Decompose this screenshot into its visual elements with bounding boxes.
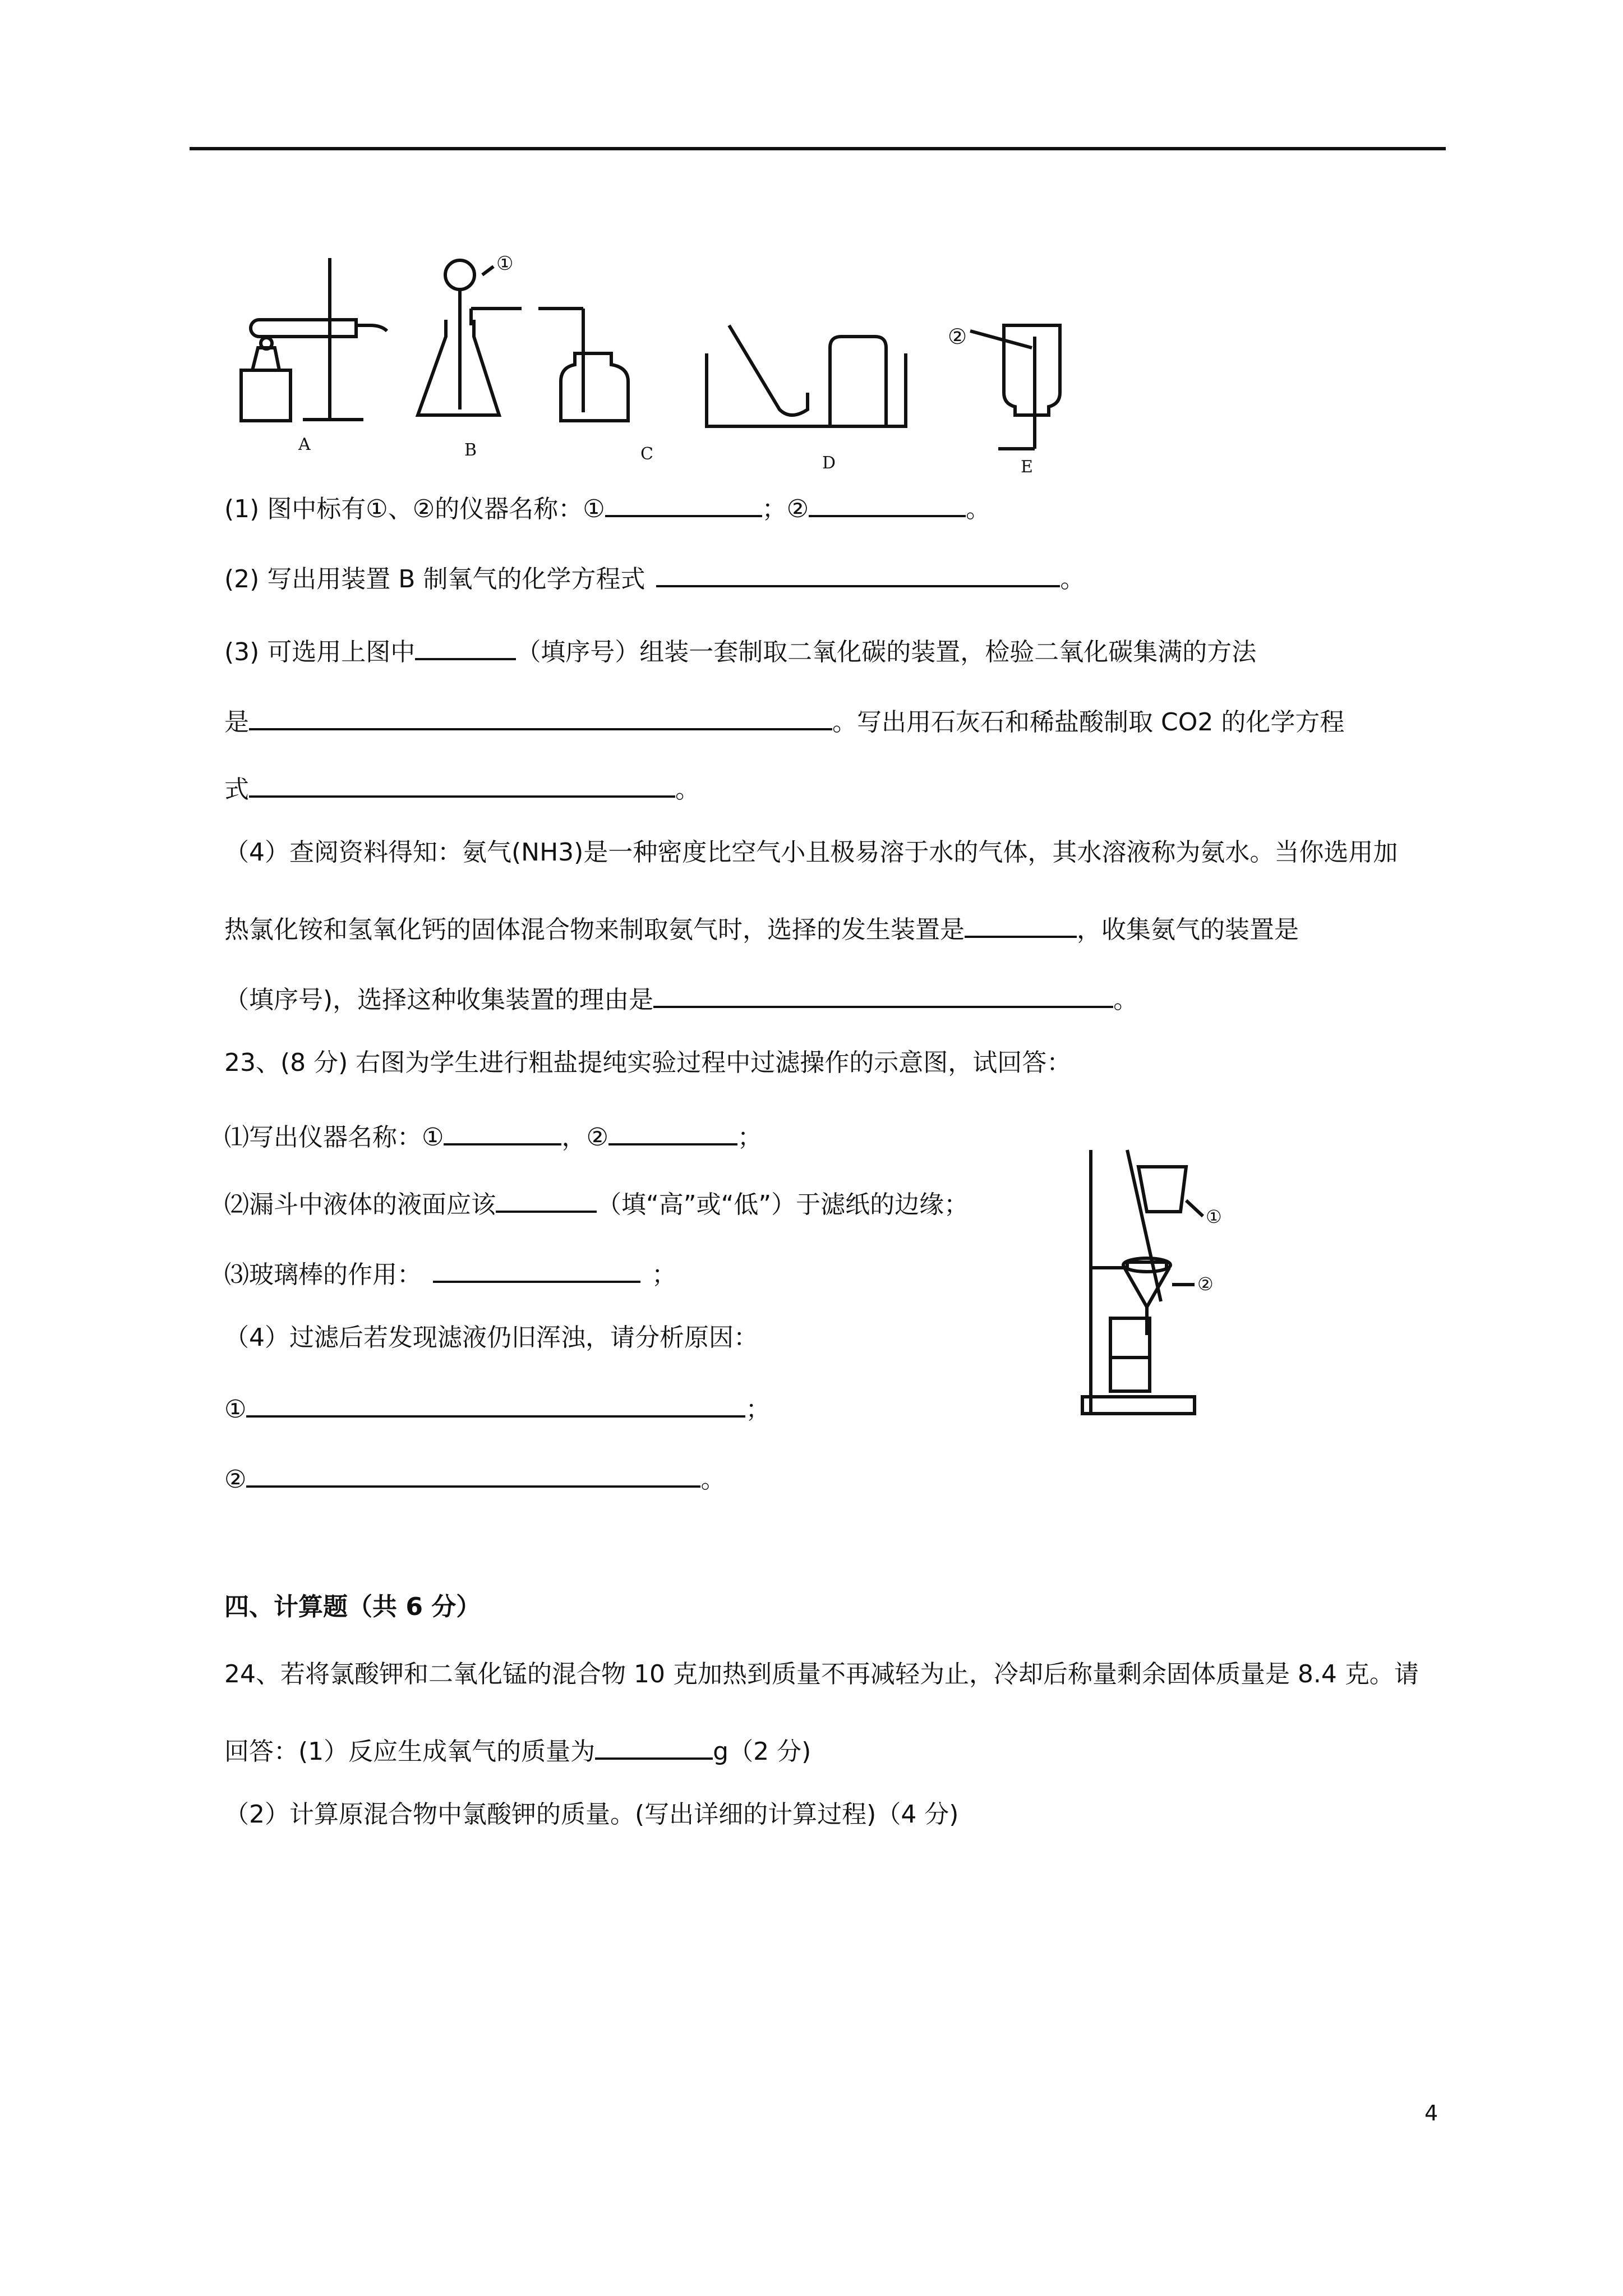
q24-line2: 回答：(1）反应生成氧气的质量为 g（2 分)	[224, 1731, 811, 1769]
apparatus-label-e: E	[1021, 457, 1033, 477]
answer-blank[interactable]	[496, 1184, 597, 1213]
filtration-drawing	[1066, 1133, 1267, 1425]
marker-one: ①	[496, 252, 514, 275]
q23-part1: ⑴写出仪器名称：① ，② ；	[224, 1116, 762, 1154]
q22-part2: (2) 写出用装置 B 制氧气的化学方程式 。	[224, 558, 1085, 596]
answer-blank[interactable]	[809, 488, 966, 517]
q24-line3: （2）计算原混合物中氯酸钾的质量。(写出详细的计算过程)（4 分)	[224, 1800, 959, 1829]
answer-blank[interactable]	[608, 1116, 737, 1145]
answer-blank[interactable]	[246, 1388, 745, 1418]
header-rule	[190, 147, 1446, 150]
marker-two: ②	[1197, 1273, 1214, 1295]
q22-part4-line3: （填序号)，选择这种收集装置的理由是 。	[224, 979, 1138, 1017]
apparatus-figure	[224, 241, 1122, 477]
filtration-figure	[1066, 1133, 1267, 1425]
answer-blank[interactable]	[656, 558, 1060, 587]
apparatus-label-c: C	[640, 444, 653, 464]
q22-part3-line3: 式 。	[224, 769, 700, 807]
q23-title: 23、(8 分) 右图为学生进行粗盐提纯实验过程中过滤操作的示意图，试回答：	[224, 1048, 1072, 1077]
answer-blank[interactable]	[415, 631, 516, 660]
q22-part3-line2: 是 。写出用石灰石和稀盐酸制取 CO2 的化学方程	[224, 701, 1344, 739]
answer-blank[interactable]	[965, 909, 1077, 938]
q22-part4-line2: 热氯化铵和氢氧化钙的固体混合物来制取氨气时，选择的发生装置是 ，收集氨气的装置是	[224, 909, 1299, 947]
q22-part3: (3) 可选用上图中 （填序号）组装一套制取二氧化碳的装置，检验二氧化碳集满的方法	[224, 631, 1256, 669]
answer-blank[interactable]	[605, 488, 762, 517]
apparatus-label-a: A	[298, 435, 311, 454]
q22-part1: (1) 图中标有①、②的仪器名称：① ；② 。	[224, 488, 990, 526]
answer-blank[interactable]	[249, 769, 675, 798]
answer-blank[interactable]	[249, 701, 832, 730]
q23-reason2: ② 。	[224, 1458, 725, 1497]
answer-blank[interactable]	[595, 1731, 713, 1760]
apparatus-drawing	[224, 241, 1122, 477]
answer-blank[interactable]	[653, 979, 1113, 1008]
q23-part2: ⑵漏斗中液体的液面应该 （填“高”或“低”）于滤纸的边缘；	[224, 1184, 969, 1222]
apparatus-label-b: B	[464, 440, 477, 460]
answer-blank[interactable]	[444, 1116, 561, 1145]
answer-blank[interactable]	[433, 1254, 640, 1283]
q24-line1: 24、若将氯酸钾和二氧化锰的混合物 10 克加热到质量不再减轻为止，冷却后称量剩余固体质量是 8.4 克。请	[224, 1660, 1419, 1688]
q23-reason1: ① ；	[224, 1388, 770, 1427]
answer-blank[interactable]	[246, 1458, 700, 1488]
section4-title: 四、计算题（共 6 分）	[224, 1593, 481, 1621]
q23-part4: （4）过滤后若发现滤液仍旧浑浊，请分析原因：	[224, 1323, 758, 1352]
marker-two: ②	[948, 324, 967, 349]
page-number: 4	[1424, 2101, 1438, 2125]
marker-one: ①	[1206, 1206, 1222, 1227]
apparatus-label-d: D	[822, 453, 836, 473]
q23-part3: ⑶玻璃棒的作用： ；	[224, 1254, 676, 1292]
q22-part4-line1: （4）查阅资料得知：氨气(NH3)是一种密度比空气小且极易溶于水的气体，其水溶液称为氨水。当你选用加	[224, 838, 1398, 867]
